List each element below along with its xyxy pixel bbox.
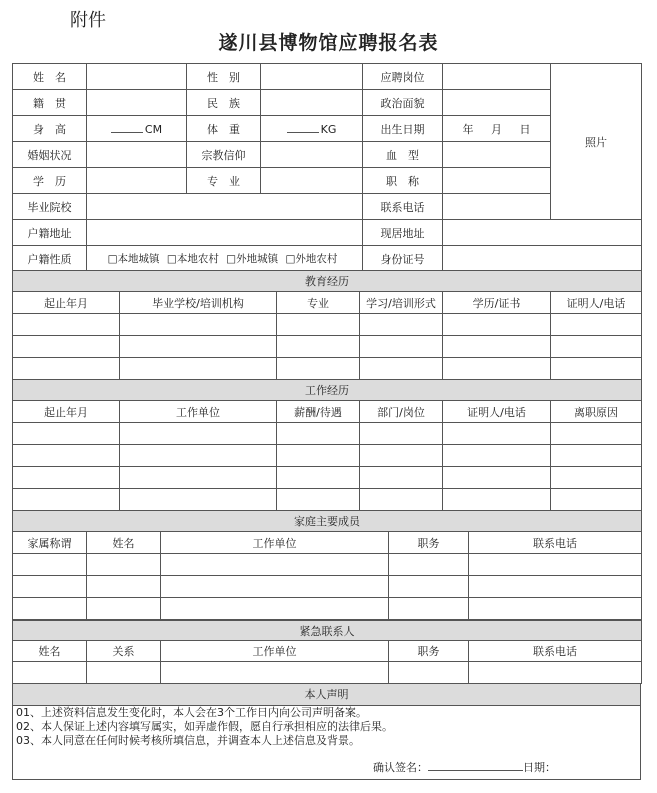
table-cell[interactable] — [389, 662, 469, 684]
column-header: 关系 — [87, 641, 161, 662]
table-cell[interactable] — [277, 445, 360, 467]
column-header: 起止年月 — [13, 292, 120, 314]
table-cell[interactable] — [13, 576, 87, 598]
table-cell[interactable] — [277, 489, 360, 511]
declaration-line: 01、上述资料信息发生变化时，本人会在3个工作日内向公司声明备案。 — [16, 706, 367, 719]
table-cell[interactable] — [277, 314, 360, 336]
major-label: 专 业 — [187, 168, 261, 194]
table-cell[interactable] — [551, 314, 642, 336]
education-field[interactable] — [87, 168, 187, 194]
native-place-label: 籍 贯 — [13, 90, 87, 116]
table-cell[interactable] — [13, 445, 120, 467]
table-row — [13, 445, 642, 467]
form-title: 遂川县博物馆应聘报名表 — [218, 32, 439, 54]
table-cell[interactable] — [443, 358, 551, 380]
education-section-title: 教育经历 — [13, 271, 642, 292]
column-header: 姓名 — [13, 641, 87, 662]
table-cell[interactable] — [360, 423, 443, 445]
table-cell[interactable] — [469, 576, 642, 598]
table-cell[interactable] — [120, 467, 277, 489]
table-cell[interactable] — [13, 336, 120, 358]
table-row — [13, 314, 642, 336]
column-header: 联系电话 — [469, 532, 642, 554]
column-header: 离职原因 — [551, 401, 642, 423]
hukou-option-checkbox[interactable]: □本地城镇 — [107, 253, 160, 265]
title-rank-field[interactable] — [443, 168, 551, 194]
native-place-field[interactable] — [87, 90, 187, 116]
table-cell[interactable] — [13, 489, 120, 511]
table-cell[interactable] — [120, 423, 277, 445]
title-rank-label: 职 称 — [363, 168, 443, 194]
table-cell[interactable] — [277, 358, 360, 380]
table-cell[interactable] — [443, 489, 551, 511]
table-cell[interactable] — [87, 662, 161, 684]
political-field[interactable] — [443, 90, 551, 116]
birth-label: 出生日期 — [363, 116, 443, 142]
signature-label: 确认签名： — [373, 761, 428, 774]
education-table — [12, 270, 642, 380]
weight-unit: KG — [320, 122, 337, 136]
table-cell[interactable] — [13, 554, 87, 576]
column-header: 家属称谓 — [13, 532, 87, 554]
column-header: 证明人/电话 — [443, 401, 551, 423]
table-cell[interactable] — [389, 554, 469, 576]
emergency-table — [12, 620, 642, 684]
ethnicity-field[interactable] — [261, 90, 363, 116]
table-cell[interactable] — [120, 358, 277, 380]
table-cell[interactable] — [551, 489, 642, 511]
column-header: 毕业学校/培训机构 — [120, 292, 277, 314]
weight-field[interactable] — [261, 116, 363, 142]
declaration-box — [12, 683, 641, 780]
hukou-addr-label: 户籍地址 — [13, 220, 87, 246]
table-row — [13, 576, 642, 598]
family-section-title: 家庭主要成员 — [13, 511, 642, 532]
table-cell[interactable] — [120, 314, 277, 336]
table-cell[interactable] — [13, 662, 87, 684]
work-table — [12, 379, 642, 511]
table-row — [13, 467, 642, 489]
current-addr-field[interactable] — [443, 220, 642, 246]
major-field[interactable] — [261, 168, 363, 194]
table-cell[interactable] — [443, 467, 551, 489]
table-cell[interactable] — [161, 576, 389, 598]
signature-field[interactable] — [428, 760, 523, 771]
table-row — [13, 662, 642, 684]
table-row — [13, 358, 642, 380]
attachment-label: 附件 — [70, 10, 106, 31]
height-unit: CM — [144, 122, 163, 136]
table-cell[interactable] — [551, 423, 642, 445]
table-cell[interactable] — [389, 598, 469, 620]
table-cell[interactable] — [551, 358, 642, 380]
family-table — [12, 510, 642, 620]
table-cell[interactable] — [161, 598, 389, 620]
column-header: 学历/证书 — [443, 292, 551, 314]
table-cell[interactable] — [551, 445, 642, 467]
blood-field[interactable] — [443, 142, 551, 168]
political-label: 政治面貌 — [363, 90, 443, 116]
religion-label: 宗教信仰 — [187, 142, 261, 168]
marital-label: 婚姻状况 — [13, 142, 87, 168]
table-cell[interactable] — [120, 489, 277, 511]
table-cell[interactable] — [469, 598, 642, 620]
hukou-option-checkbox[interactable]: □外地城镇 — [226, 253, 279, 265]
hukou-type-label: 户籍性质 — [13, 246, 87, 272]
column-header: 部门/岗位 — [360, 401, 443, 423]
table-cell[interactable] — [443, 314, 551, 336]
table-cell[interactable] — [443, 336, 551, 358]
table-cell[interactable] — [360, 467, 443, 489]
table-cell[interactable] — [13, 467, 120, 489]
column-header: 工作单位 — [120, 401, 277, 423]
declaration-line: 03、本人同意在任何时候考核所填信息，并调查本人上述信息及背景。 — [16, 734, 360, 747]
day-label: 日 — [519, 122, 531, 136]
table-cell[interactable] — [551, 467, 642, 489]
table-cell[interactable] — [87, 576, 161, 598]
height-field[interactable] — [87, 116, 187, 142]
table-cell[interactable] — [469, 662, 642, 684]
column-header: 工作单位 — [161, 532, 389, 554]
hukou-option-checkbox[interactable]: □外地农村 — [285, 253, 338, 265]
table-cell[interactable] — [277, 467, 360, 489]
birth-field[interactable] — [443, 116, 551, 142]
column-header: 联系电话 — [469, 641, 642, 662]
table-cell[interactable] — [13, 314, 120, 336]
gender-field[interactable] — [261, 64, 363, 90]
current-addr-label: 现居地址 — [363, 220, 443, 246]
table-cell[interactable] — [551, 336, 642, 358]
hukou-type-options — [87, 246, 363, 272]
month-label: 月 — [491, 122, 502, 136]
table-cell[interactable] — [389, 576, 469, 598]
id-no-field[interactable] — [443, 246, 642, 272]
name-field[interactable] — [87, 64, 187, 90]
year-label: 年 — [462, 122, 474, 136]
table-cell[interactable] — [161, 554, 389, 576]
phone-label: 联系电话 — [363, 194, 443, 220]
marital-field[interactable] — [87, 142, 187, 168]
table-row — [13, 489, 642, 511]
table-cell[interactable] — [360, 445, 443, 467]
work-section-title: 工作经历 — [13, 380, 642, 401]
column-header: 学习/培训形式 — [360, 292, 443, 314]
hukou-option-checkbox[interactable]: □本地农村 — [166, 253, 219, 265]
emergency-section-title: 紧急联系人 — [13, 621, 642, 641]
table-cell[interactable] — [469, 554, 642, 576]
phone-field[interactable] — [443, 194, 551, 220]
declaration-line: 02、本人保证上述内容填写属实，如弄虚作假，愿自行承担相应的法律后果。 — [16, 720, 393, 733]
photo-label: 照片 — [585, 135, 607, 149]
id-no-label: 身份证号 — [363, 246, 443, 272]
weight-label: 体 重 — [187, 116, 261, 142]
position-field[interactable] — [443, 64, 551, 90]
table-cell[interactable] — [13, 358, 120, 380]
column-header: 专业 — [277, 292, 360, 314]
table-row — [13, 598, 642, 620]
table-cell[interactable] — [13, 423, 120, 445]
table-cell[interactable] — [120, 336, 277, 358]
table-cell[interactable] — [277, 423, 360, 445]
column-header: 证明人/电话 — [551, 292, 642, 314]
declaration-title: 本人声明 — [13, 684, 640, 706]
table-cell[interactable] — [13, 598, 87, 620]
blood-label: 血 型 — [363, 142, 443, 168]
photo-box[interactable] — [551, 64, 642, 220]
column-header: 姓名 — [87, 532, 161, 554]
table-row — [13, 554, 642, 576]
height-label: 身 高 — [13, 116, 87, 142]
date-label: 日期： — [523, 761, 556, 774]
hukou-addr-field[interactable] — [87, 220, 363, 246]
education-label: 学 历 — [13, 168, 87, 194]
table-cell[interactable] — [277, 336, 360, 358]
column-header: 起止年月 — [13, 401, 120, 423]
ethnicity-label: 民 族 — [187, 90, 261, 116]
religion-field[interactable] — [261, 142, 363, 168]
table-cell[interactable] — [87, 554, 161, 576]
basic-info-table — [12, 63, 642, 272]
table-cell[interactable] — [120, 445, 277, 467]
column-header: 职务 — [389, 532, 469, 554]
column-header: 职务 — [389, 641, 469, 662]
table-cell[interactable] — [360, 489, 443, 511]
table-row — [13, 423, 642, 445]
table-row — [13, 336, 642, 358]
table-cell[interactable] — [360, 358, 443, 380]
name-label: 姓 名 — [13, 64, 87, 90]
table-cell[interactable] — [443, 445, 551, 467]
position-label: 应聘岗位 — [363, 64, 443, 90]
column-header: 工作单位 — [161, 641, 389, 662]
table-cell[interactable] — [360, 336, 443, 358]
table-cell[interactable] — [360, 314, 443, 336]
signature-row — [373, 759, 556, 775]
table-cell[interactable] — [161, 662, 389, 684]
table-cell[interactable] — [443, 423, 551, 445]
school-field[interactable] — [87, 194, 363, 220]
gender-label: 性 别 — [187, 64, 261, 90]
column-header: 薪酬/待遇 — [277, 401, 360, 423]
school-label: 毕业院校 — [13, 194, 87, 220]
table-cell[interactable] — [87, 598, 161, 620]
